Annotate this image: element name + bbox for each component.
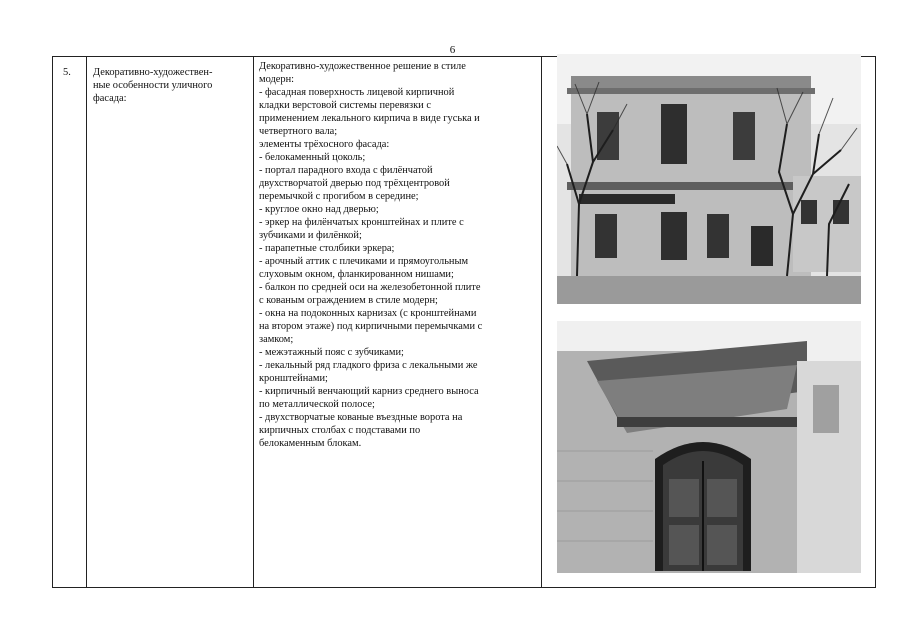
desc-line: на втором этаже) под кирпичными перемычками с bbox=[259, 321, 483, 332]
desc-line: - фасадная поверхность лицевой кирпичной bbox=[259, 87, 455, 98]
desc-line: - портал парадного входа с филёнчатой bbox=[259, 165, 433, 176]
desc-line: белокаменным блокам. bbox=[259, 438, 362, 449]
desc-line: - окна на подоконных карнизах (с кронштейнами bbox=[259, 308, 477, 319]
desc-line: перемычкой с прогибом в середине; bbox=[259, 191, 419, 202]
desc-line: применением лекального кирпича в виде гуська и bbox=[259, 113, 480, 124]
column-divider-1 bbox=[86, 57, 87, 587]
page-number: 6 bbox=[449, 44, 456, 56]
desc-line: - круглое окно над дверью; bbox=[259, 204, 379, 215]
desc-line: двухстворчатой дверью под трёхцентровой bbox=[259, 178, 450, 189]
building-facade-image bbox=[557, 54, 861, 304]
desc-line: четвертного вала; bbox=[259, 126, 338, 137]
entrance-door-photo bbox=[557, 321, 861, 573]
desc-line: - межэтажный пояс с зубчиками; bbox=[259, 347, 404, 358]
row-description bbox=[259, 60, 542, 450]
desc-line: кирпичных столбах с подставами по bbox=[259, 425, 421, 436]
row-number: 5. bbox=[63, 67, 71, 78]
building-facade-photo bbox=[557, 54, 861, 304]
desc-line: модерн: bbox=[259, 74, 295, 85]
attributes-table bbox=[52, 56, 876, 588]
desc-line: - двухстворчатые кованые въездные ворота на bbox=[259, 412, 463, 423]
desc-line: зубчиками и филёнкой; bbox=[259, 230, 362, 241]
desc-line: с кованым ограждением в стиле модерн; bbox=[259, 295, 438, 306]
desc-line: - балкон по средней оси на железобетонной плите bbox=[259, 282, 481, 293]
desc-line: слуховым окном, фланкированном нишами; bbox=[259, 269, 454, 280]
column-divider-2 bbox=[253, 57, 254, 587]
desc-line: - белокаменный цоколь; bbox=[259, 152, 366, 163]
desc-line: - эркер на филёнчатых кронштейнах и плите с bbox=[259, 217, 464, 228]
desc-line: по металлической полосе; bbox=[259, 399, 375, 410]
desc-line: замком; bbox=[259, 334, 294, 345]
desc-line: - арочный аттик с плечиками и прямоугольным bbox=[259, 256, 469, 267]
desc-line: - парапетные столбики эркера; bbox=[259, 243, 395, 254]
desc-line: Декоративно-художественное решение в стиле bbox=[259, 61, 466, 72]
desc-line: - кирпичный венчающий карниз среднего выноса bbox=[259, 386, 479, 397]
desc-line: кладки верстовой системы перевязки с bbox=[259, 100, 431, 111]
row-label: Декоративно-художествен- ные особенности уличного фасада: bbox=[93, 67, 213, 104]
desc-line: элементы трёхосного фасада: bbox=[259, 139, 390, 150]
entrance-door-image bbox=[557, 321, 861, 573]
desc-line: - лекальный ряд гладкого фриза с лекальными же bbox=[259, 360, 478, 371]
desc-line: кронштейнами; bbox=[259, 373, 328, 384]
